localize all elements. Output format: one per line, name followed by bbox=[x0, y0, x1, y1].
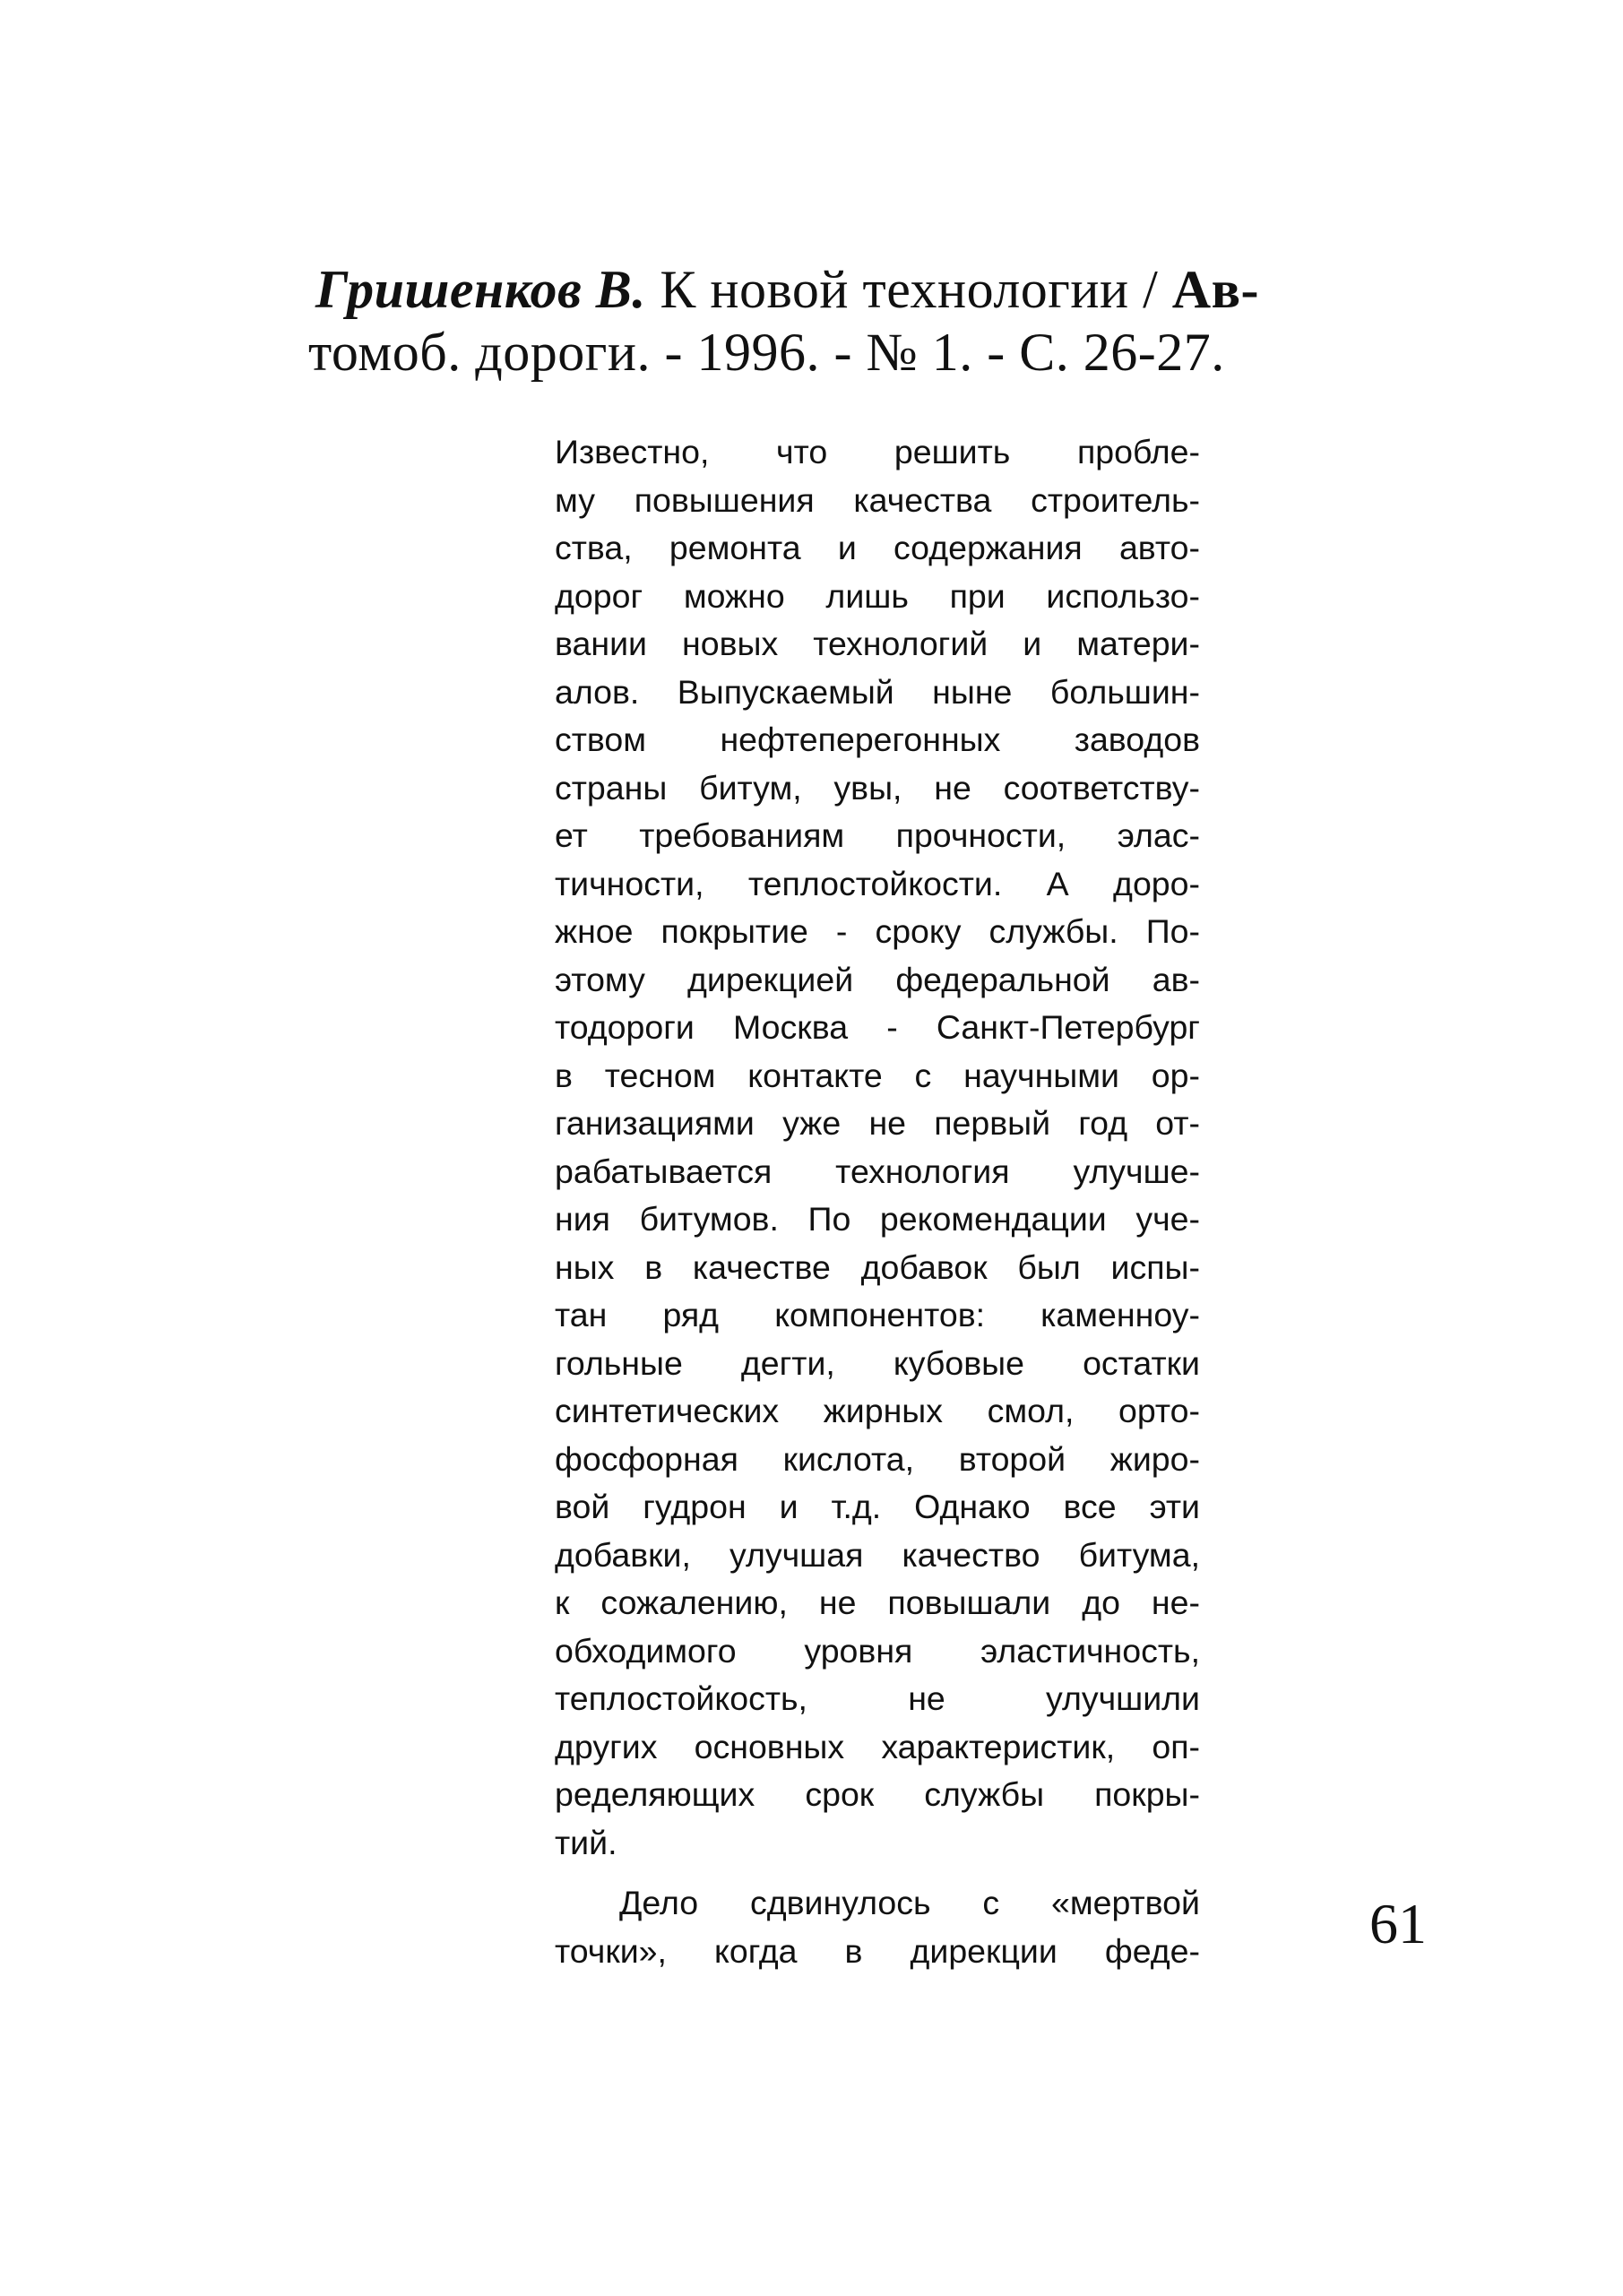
citation-line-2: томоб. дороги. - 1996. - № 1. - С. 26-27. bbox=[308, 323, 1225, 382]
text-line: к сожалению, не повышали до не- bbox=[555, 1584, 1200, 1621]
text-line: тичности, теплостойкости. А доро- bbox=[555, 864, 1200, 902]
text-line: ством нефтеперегонных заводов bbox=[555, 721, 1200, 758]
text-line: ет требованиям прочности, элас- bbox=[555, 816, 1200, 854]
text-line: добавки, улучшая качество битума, bbox=[555, 1535, 1200, 1574]
text-line: страны битум, увы, не соответству- bbox=[555, 768, 1200, 807]
text-line: других основных характеристик, оп- bbox=[555, 1727, 1200, 1765]
text-line: алов. Выпускаемый ныне большин- bbox=[555, 672, 1200, 711]
text-line: в тесном контакте с научными ор- bbox=[555, 1056, 1200, 1094]
text-line: рабатывается технология улучше- bbox=[555, 1152, 1200, 1190]
text-line: дорог можно лишь при использо- bbox=[555, 576, 1200, 615]
text-line: гольные дегти, кубовые остатки bbox=[555, 1343, 1200, 1382]
article-abstract bbox=[555, 428, 1200, 1975]
text-line: ных в качестве добавок был испы- bbox=[555, 1247, 1200, 1286]
text-line: этому дирекцией федеральной ав- bbox=[555, 960, 1200, 998]
text-line: му повышения качества строитель- bbox=[555, 480, 1200, 519]
text-line: тий. bbox=[555, 1823, 617, 1861]
text-line: синтетических жирных смол, орто- bbox=[555, 1392, 1200, 1429]
text-line: жное покрытие - сроку службы. По- bbox=[555, 912, 1200, 950]
text-line: Известно, что решить пробле- bbox=[555, 433, 1200, 470]
citation-journal-start: Ав- bbox=[1171, 260, 1260, 319]
text-line: фосфорная кислота, второй жиро- bbox=[555, 1439, 1200, 1478]
paragraph-2-line: Дело сдвинулось с «мертвой bbox=[619, 1884, 1200, 1921]
text-line: вании новых технологий и матери- bbox=[555, 625, 1200, 662]
text-line: теплостойкость, не улучшили bbox=[555, 1679, 1200, 1717]
text-line: тодороги Москва - Санкт-Петербург bbox=[555, 1008, 1200, 1046]
bibliographic-citation bbox=[308, 258, 1391, 384]
text-line: вой гудрон и т.д. Однако все эти bbox=[555, 1488, 1200, 1525]
text-line: ства, ремонта и содержания авто- bbox=[555, 529, 1200, 566]
text-line: ния битумов. По рекомендации уче- bbox=[555, 1200, 1200, 1238]
text-line: обходимого уровня эластичность, bbox=[555, 1631, 1200, 1670]
text-line: ределяющих срок службы покры- bbox=[555, 1775, 1200, 1813]
citation-line-1 bbox=[315, 258, 1391, 321]
paragraph-2-line: точки», когда в дирекции феде- bbox=[555, 1931, 1200, 1970]
text-line: ганизациями уже не первый год от- bbox=[555, 1104, 1200, 1142]
citation-author: Гришенков В. bbox=[315, 260, 646, 319]
page-number: 61 bbox=[1369, 1892, 1427, 1955]
citation-title: К новой технологии / bbox=[645, 260, 1172, 319]
text-line: тан ряд компонентов: каменноу- bbox=[555, 1296, 1200, 1334]
